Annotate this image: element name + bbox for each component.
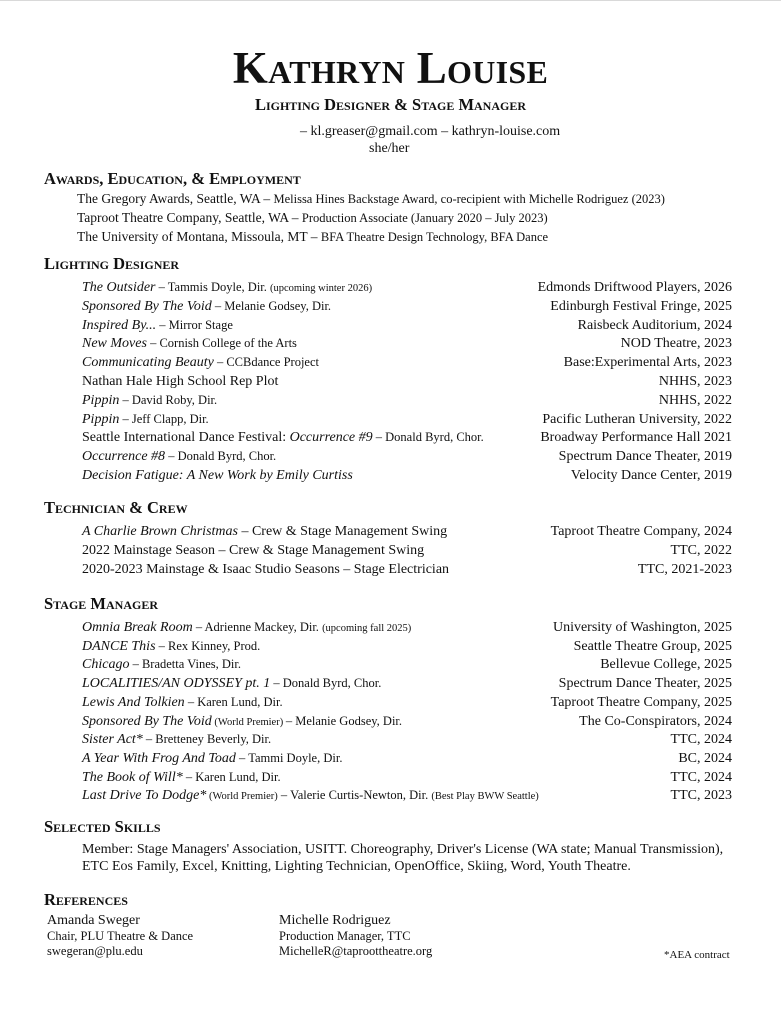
credit-title [82,749,342,768]
credit-detail: – Donald Byrd, Chor. [270,676,382,691]
award-org: The Gregory Awards, Seattle, WA – [77,191,274,206]
credit-detail: Seattle International Dance Festival: [82,430,290,446]
credit-detail: – David Roby, Dir. [119,392,218,407]
credit-row [82,637,732,656]
credit-title [82,618,411,638]
education-detail: BFA Theatre Design Technology, BFA Dance [320,230,549,244]
production-title: Inspired By... [82,317,157,333]
credit-detail: (Best Play BWW Seattle) [431,791,539,803]
credit-detail: – Melanie Godsey, Dir. [285,713,403,728]
reference-name: Amanda Sweger [47,913,140,928]
pronouns: she/her [369,141,410,156]
credit-detail: – CCBdance Project [213,355,320,370]
credit-row [82,749,732,768]
credit-venue: Velocity Dance Center, 2019 [570,468,732,483]
credit-detail: – Bretteney Beverly, Dir. [142,732,272,747]
production-title: Occurrence #9 [289,430,373,446]
reference-email[interactable]: MichelleR@taproottheatre.org [279,944,433,958]
credit-title [82,730,271,749]
credit-title [82,447,276,466]
credit-venue: Base:Experimental Arts, 2023 [563,355,732,371]
credit-title [82,560,449,579]
credit-detail: – Tammis Doyle, Dir. [155,280,271,294]
credit-venue: Pacific Lutheran University, 2022 [542,411,732,427]
education-org: The University of Montana, Missoula, MT – [77,229,321,244]
credit-row [82,353,732,372]
production-title: Pippin [82,411,120,427]
production-title: A Year With Frog And Toad [82,750,236,766]
credit-row [82,768,732,787]
section-title-awards: Awards, Education, & Employment [44,169,301,188]
reference-role: Production Manager, TTC [279,928,411,943]
credit-row [82,655,732,674]
credit-venue: TTC, 2024 [670,769,732,785]
credit-venue: Spectrum Dance Theater, 2025 [558,676,732,692]
production-title: The Outsider [82,280,156,295]
credit-detail: – Karen Lund, Dir. [182,769,281,784]
education-item [77,227,548,247]
section-title-references: References [44,890,128,909]
credit-row [82,410,732,429]
production-title: Omnia Break Room [82,620,193,635]
credit-title [82,334,297,353]
credit-row [82,466,732,485]
credit-detail: – Melanie Godsey, Dir. [211,298,332,313]
credit-detail: – Donald Byrd, Chor. [372,430,484,445]
credit-row [82,447,732,466]
credit-detail: 2022 Mainstage Season – Crew & Stage Management Swing [82,542,425,558]
production-title: Communicating Beauty [82,355,214,371]
credit-title [82,674,381,693]
credit-row [82,560,732,579]
credit-venue: NOD Theatre, 2023 [620,336,732,352]
credit-row [82,618,732,637]
credit-detail: Nathan Hale High School Rep Plot [82,374,279,389]
production-title: Decision Fatigue: A New Work by Emily Curtiss [82,468,353,483]
section-title-skills: Selected Skills [44,817,161,836]
credit-row [82,297,732,316]
production-title: Last Drive To Dodge* [82,788,207,804]
credit-venue: Edmonds Driftwood Players, 2026 [537,280,732,295]
credit-title [82,786,539,806]
credit-venue: TTC, 2024 [670,732,732,748]
credit-detail: – Cornish College of the Arts [146,336,297,351]
credit-title [82,541,424,560]
section-title-stage-manager: Stage Manager [44,594,158,613]
credit-row [82,693,732,712]
resume-name: Kathryn Louise [232,43,549,93]
credit-title [82,522,447,541]
credit-row [82,391,732,410]
credit-title [82,372,278,391]
credit-row [82,786,732,805]
credit-title [82,637,260,656]
reference-card [279,913,432,960]
credit-row [82,428,732,447]
production-title: Chicago [82,657,130,673]
credit-venue: The Co-Conspirators, 2024 [579,713,732,729]
credit-title [82,353,319,372]
credit-row [82,541,732,560]
production-title: New Moves [82,336,147,352]
credit-detail: (upcoming fall 2025) [322,623,412,634]
credit-title [82,712,402,732]
credit-row [82,278,732,297]
production-title: LOCALITIES/AN ODYSSEY pt. 1 [82,676,271,692]
credit-title [82,768,281,787]
credit-title [82,693,283,712]
production-title: Pippin [82,392,120,408]
credit-title [82,391,217,410]
credit-detail: (upcoming winter 2026) [270,283,373,294]
contact-line: – kl.greaser@gmail.com – kathryn-louise.com [300,124,561,139]
award-item [77,189,665,209]
credit-title [82,655,241,674]
credit-row [82,334,732,353]
credit-title [82,297,331,316]
production-title: Lewis And Tolkien [82,694,185,710]
credit-detail: – Adrienne Mackey, Dir. [192,620,323,634]
credit-venue: Taproot Theatre Company, 2024 [550,524,732,539]
credit-venue: Edinburgh Festival Fringe, 2025 [550,298,732,314]
credit-detail: – Crew & Stage Management Swing [237,524,448,539]
credit-detail: (World Premier) [206,791,278,803]
production-title: DANCE This [82,638,156,654]
credit-row [82,522,732,541]
credit-venue: Taproot Theatre Company, 2025 [550,694,732,710]
credit-detail: – Valerie Curtis-Newton, Dir. [277,788,432,803]
credit-detail: (World Premier) [211,716,286,728]
award-detail: Melissa Hines Backstage Award, co-recipient with Michelle Rodriguez (2023) [273,192,665,206]
credit-venue: TTC, 2023 [670,788,732,804]
resume-page [0,1,781,1012]
aea-footnote: *AEA contract [664,949,730,961]
credit-detail: – Mirror Stage [156,317,233,332]
credit-title [82,428,484,447]
credit-row [82,674,732,693]
section-title-technician: Technician & Crew [44,498,188,517]
reference-card [47,913,193,960]
reference-email[interactable]: swegeran@plu.edu [47,944,143,958]
credit-venue: Seattle Theatre Group, 2025 [573,638,732,654]
employment-org: Taproot Theatre Company, Seattle, WA – [77,210,302,225]
credit-venue: Raisbeck Auditorium, 2024 [577,317,732,333]
credit-detail: – Rex Kinney, Prod. [155,638,261,653]
section-title-lighting: Lighting Designer [44,254,180,273]
resume-subtitle: Lighting Designer & Stage Manager [254,95,527,114]
reference-role: Chair, PLU Theatre & Dance [47,928,194,943]
credit-venue: BC, 2024 [678,750,732,766]
credit-venue: TTC, 2021-2023 [637,561,732,577]
credit-detail: – Tammi Doyle, Dir. [235,750,343,765]
credit-row [82,712,732,731]
credit-venue: TTC, 2022 [670,542,732,558]
credit-venue: University of Washington, 2025 [552,620,732,635]
production-title: A Charlie Brown Christmas [82,524,238,539]
credit-row [82,316,732,335]
production-title: Occurrence #8 [82,449,166,465]
credit-venue: Broadway Performance Hall 2021 [540,430,732,446]
credit-venue: Bellevue College, 2025 [600,657,732,673]
production-title: Sponsored By The Void [82,298,212,314]
production-title: Sister Act* [82,732,143,748]
credit-detail: – Jeff Clapp, Dir. [119,411,209,426]
credit-venue: NHHS, 2022 [658,392,732,408]
production-title: The Book of Will* [82,769,183,785]
skills-text: Member: Stage Managers' Association, USITT. Choreography, Driver's License (WA state; Manual Transmission), ETC Eos Family, Excel, Knitting, Lighting Technician, OpenOffice, Skiing, Word, Youth Theatre. [82,842,724,874]
credit-detail: 2020-2023 Mainstage & Isaac Studio Seasons – Stage Electrician [82,561,450,577]
credit-venue: NHHS, 2023 [658,374,732,389]
credit-venue: Spectrum Dance Theater, 2019 [558,449,732,465]
credit-detail: – Karen Lund, Dir. [184,694,283,709]
credit-detail: – Donald Byrd, Chor. [165,449,277,464]
credit-title [82,316,233,335]
credit-title [82,278,372,298]
employment-detail: Production Associate (January 2020 – July 2023) [301,211,548,225]
credit-row [82,730,732,749]
credit-row [82,372,732,391]
reference-name: Michelle Rodriguez [279,913,391,928]
employment-item [77,208,548,228]
credit-detail: – Bradetta Vines, Dir. [129,657,241,672]
credit-title [82,410,209,429]
credit-title [82,466,353,485]
production-title: Sponsored By The Void [82,713,212,729]
